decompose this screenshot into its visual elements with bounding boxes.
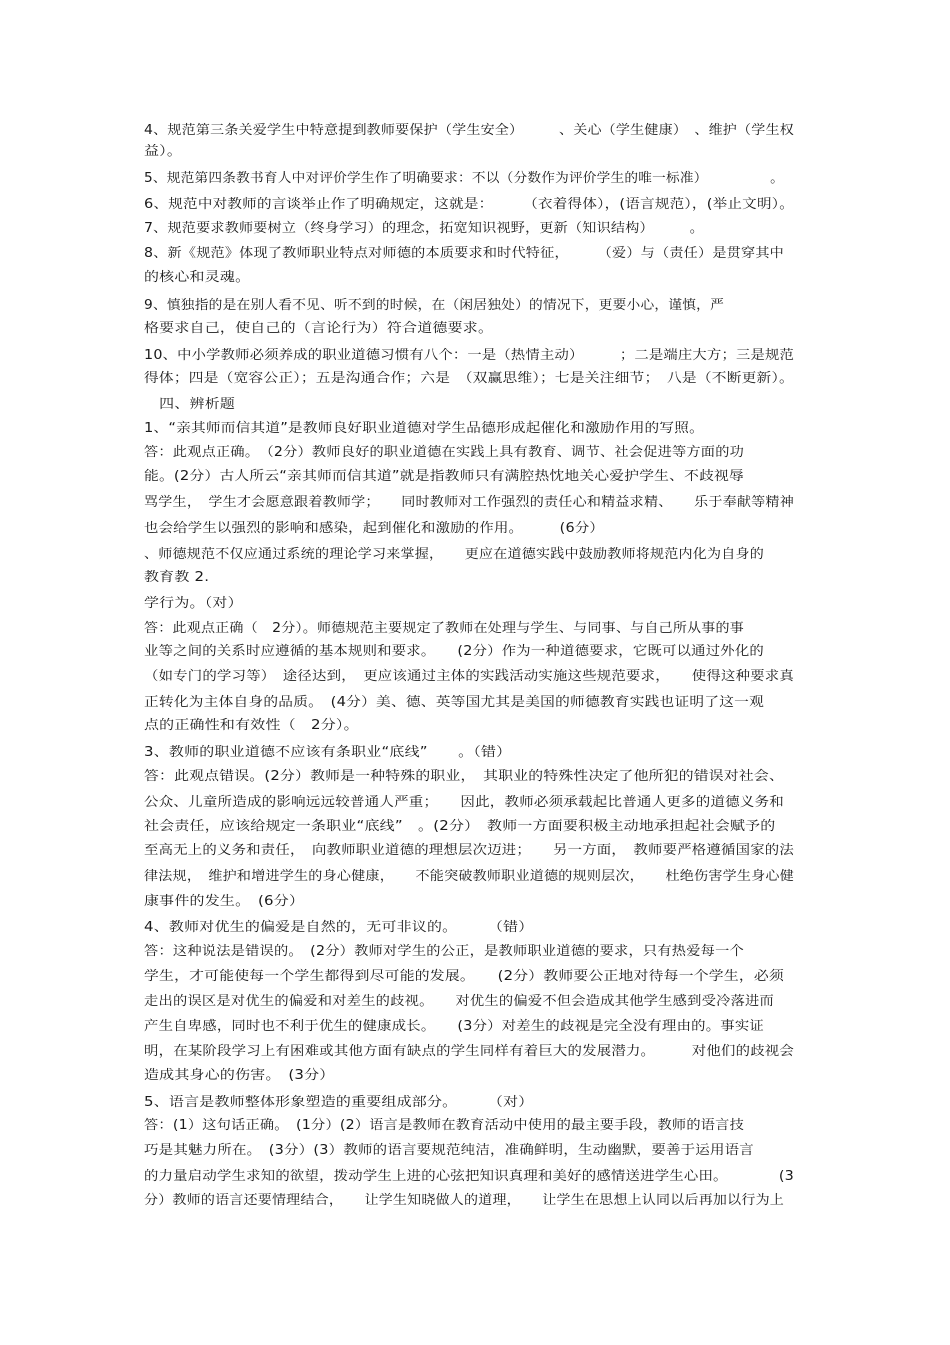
text-line: 正转化为主体自身的品质。 (4分）美、德、英等国尤其是美国的师德教育实践也证明了这一观 [144, 695, 765, 710]
text-line: 5、语言是教师整体形象塑造的重要组成部分。 （对） [144, 1095, 534, 1110]
text-line: 3、教师的职业道德不应该有条职业“底线” 。（错） [144, 745, 512, 760]
text-line: 4、规范第三条关爱学生中特意提到教师要保护（学生安全） 、关心（学生健康） 、维护（学生权 [144, 123, 794, 138]
text-line: 产生自卑感，同时也不利于优生的健康成长。 (3分）对差生的歧视是完全没有理由的。事实证 [144, 1019, 765, 1034]
text-line: 社会责任，应该给规定一条职业“底线” 。(2分） 教师一方面要积极主动地承担起社会赋予的 [144, 819, 776, 834]
text-line: （如专门的学习等） 途径达到， 更应该通过主体的实践活动实施这些规范要求， 使得这种要求真 [144, 669, 794, 684]
text-line: 巧是其魅力所在。 (3分）(3）教师的语言要规范纯洁，准确鲜明，生动幽默，要善于运用语言 [144, 1143, 754, 1158]
text-line: 4、教师对优生的偏爱是自然的，无可非议的。 （错） [144, 920, 534, 935]
text-line: 点的正确性和有效性（ 2分）。 [144, 718, 359, 733]
text-line: 6、规范中对教师的言谈举止作了明确规定，这就是： （衣着得体），(语言规范），(举止文明）。 [144, 197, 795, 212]
text-line: 至高无上的义务和责任， 向教师职业道德的理想层次迈进； 另一方面， 教师要严格遵循国家的法 [144, 843, 794, 858]
text-line: 业等之间的关系时应遵循的基本规则和要求。 (2分）作为一种道德要求，它既可以通过外化的 [144, 644, 765, 659]
text-line: 也会给学生以强烈的影响和感染，起到催化和激励的作用。 (6分） [144, 521, 605, 536]
text-line: 5、规范第四条教书育人中对评价学生作了明确要求：不以（分数作为评价学生的唯一标准） 。 [144, 171, 784, 186]
text-line: 明，在某阶段学习上有困难或其他方面有缺点的学生同样有着巨大的发展潜力。 对他们的歧视会 [144, 1044, 795, 1059]
text-line: 益）。 [144, 144, 183, 159]
text-line: 的力量启动学生求知的欲望，拨动学生上进的心弦把知识真理和美好的感情送进学生心田。 (3 [144, 1169, 795, 1184]
text-line: 四、辨析题 [144, 397, 236, 412]
text-line: 造成其身心的伤害。 (3分） [144, 1068, 335, 1083]
text-line: 答：(1）这句话正确。 (1分）(2）语言是教师在教育活动中使用的最主要手段，教师的语言技 [144, 1118, 744, 1133]
text-line: 教育教 2. [144, 570, 210, 585]
text-line: 律法规， 维护和增进学生的身心健康， 不能突破教师职业道德的规则层次， 杜绝伤害学生身心健 [144, 869, 795, 884]
text-line: 公众、儿童所造成的影响远远较普通人严重； 因此，教师必须承载起比普通人更多的道德义务和 [144, 795, 785, 810]
text-line: 得体；四是（宽容公正）；五是沟通合作；六是 （双赢思维）；七是关注细节； 八是（不断更新）。 [144, 371, 794, 386]
text-line: 7、规范要求教师要树立（终身学习）的理念，拓宽知识视野，更新（知识结构） 。 [144, 221, 704, 236]
text-line: 9、慎独指的是在别人看不见、听不到的时候，在（闲居独处）的情况下，更要小心，谨慎，严 [144, 298, 725, 313]
text-line: 学行为。（对） [144, 596, 243, 611]
text-line: 分）教师的语言还要情理结合， 让学生知晓做人的道理， 让学生在思想上认同以后再加以行为上 [144, 1193, 785, 1208]
text-line: 能。(2分）古人所云“亲其师而信其道”就是指教师只有满腔热忱地关心爱护学生、不歧视辱 [144, 469, 744, 484]
text-line: 骂学生， 学生才会愿意跟着教师学； 同时教师对工作强烈的责任心和精益求精、 乐于奉献等精神 [144, 495, 795, 510]
text-line: 答：这种说法是错误的。 (2分）教师对学生的公正，是教师职业道德的要求，只有热爱每一个 [144, 944, 745, 959]
text-line: 格要求自己，使自己的（言论行为）符合道德要求。 [144, 321, 494, 336]
text-line: 的核心和灵魂。 [144, 270, 251, 285]
text-line: 答：此观点正确。 （2分）教师良好的职业道德在实践上具有教育、调节、社会促进等方面的功 [144, 445, 745, 460]
text-line: 答：此观点正确（ 2分）。师德规范主要规定了教师在处理与学生、与同事、与自己所从事的事 [144, 621, 744, 636]
text-line: 8、新《规范》体现了教师职业特点对师德的本质要求和时代特征， （爱）与（责任）是贯穿其中 [144, 246, 785, 261]
text-line: 10、中小学教师必须养成的职业道德习惯有八个：一是（热情主动） ；二是端庄大方；三是规范 [144, 348, 795, 363]
text-line: 、师德规范不仅应通过系统的理论学习来掌握， 更应在道德实践中鼓励教师将规范内化为自身的 [144, 547, 765, 562]
text-line: 学生，才可能使每一个学生都得到尽可能的发展。 (2分）教师要公正地对待每一个学生，必须 [144, 969, 785, 984]
text-line: 走出的误区是对优生的偏爱和对差生的歧视。 对优生的偏爱不但会造成其他学生感到受冷落进而 [144, 994, 775, 1009]
text-line: 答：此观点错误。(2分）教师是一种特殊的职业， 其职业的特殊性决定了他所犯的错误对社会、 [144, 769, 785, 784]
text-line: 1、“亲其师而信其道”是教师良好职业道德对学生品德形成起催化和激励作用的写照。 [144, 421, 704, 436]
text-line: 康事件的发生。 (6分） [144, 894, 305, 909]
